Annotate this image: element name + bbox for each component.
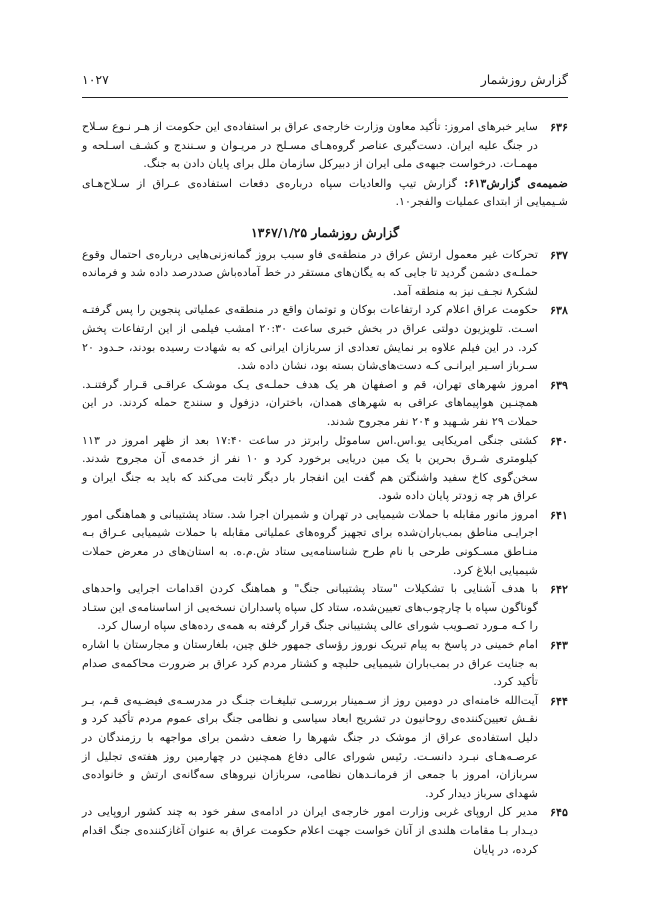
entry-text: آیت‌الله خامنه‌ای در دومین روز از سـمینار بررسـی تبلیغـات جنـگ در مدرسـه‌ی فیضـیه‌ی قـم، بـر نقـش تعیین‌کننده‌ی روحانیون در تشریح ابعاد سیاسی و نظامی جنگ برای عموم مردم تأکید کرد و دلیل استفاده‌ی عراق از موشک در جنگ شهرها را ضعف دشمن برای مواجهه با رزمندگان در عرصـه‌هـای نبـرد دانسـت. رئیس شورای عالی دفاع همچنین در چهارمین روز هفته‌ی تجلیل از سربازان، امروز با جمعی از فرمانـدهان نظامی، سربازان نیروهای سه‌گانه‌ی ارتش و خانواده‌ی شهدای سرباز دیدار کرد. (82, 693, 538, 800)
running-header (82, 72, 568, 92)
entry-text: حکومت عراق اعلام کرد ارتفاعات بوکان و توتمان واقع در منطقه‌ی عملیاتی پنجوین را پس گرفتـه اسـت. تلویزیون دولتی عراق در بخش خبری ساعت ۲۰:۳۰ امشب فیلمی از این ارتفاعات پخش کرد. در این فیلم علاوه بر نمایش تعدادی از سربازان ایرانی که به شهادت رسیده بودند، حـدود ۲۰ سـرباز اسـیر ایرانـی کـه دست‌های‌شان بسته بود، نشان داده شد. (82, 303, 539, 373)
entry-text: امروز شهرهای تهران، قم و اصفهان هر یک هدف حملـه‌ی یـک موشـک عراقـی قـرار گرفتنـد. همچنـین هواپیماهای عراقی به شهرهای همدان، باختران، دزفول و سنندج حمله کردند. در این حملات ۲۹ نفر شـهید و ۲۰۴ نفر مجروح شدند. (82, 377, 538, 428)
entry-text: کشتی جنگی امریکایی یو.اس.اس ساموئل رابرتز در ساعت ۱۷:۴۰ بعد از ظهر امروز در ۱۱۳ کیلومتری شـرق بحرین با یک مین دریایی برخورد کرد و ۱۰ نفر از خدمه‌ی آن مجروح شدند. سخن‌گوی کاخ سفید واشنگتن هم گفت این انفجار بار دیگر ثابت می‌کند که باید به جنگ ایران و عراق هر چه زودتر پایان داده شود. (82, 433, 538, 503)
running-title: گزارش روزشمار (480, 72, 568, 87)
entry-text: تحرکات غیر معمول ارتش عراق در منطقه‌ی فاو سبب بروز گمانه‌زنی‌هایی درباره‌ی احتمال وقوع حملـه‌ی دشمن گردید تا جایی که به یگان‌های مستقر در خط آماده‌باش صددرصد داده شد و فرمانده لشکر۸ نجـف نیز به منطقه آمد. (82, 247, 538, 298)
section-title: گزارش روزشمار ۱۳۶۷/۱/۲۵ (250, 224, 400, 240)
entry-item (82, 506, 568, 580)
entry-number: ۶۳۸ (549, 303, 568, 318)
entry-number: ۶۴۰ (549, 433, 568, 448)
entry-number: ۶۳۷ (549, 247, 568, 262)
appendix-text: گزارش تیپ والعادیات سپاه درباره‌ی دفعات استفاده‌ی عـراق از سـلاح‌هـای شـیمیایی از ابتدای عملیات والفجر۱۰. (82, 176, 568, 209)
entry-number: ۶۴۳ (549, 638, 568, 653)
entry-number: ۶۴۵ (549, 805, 568, 820)
entry-item (82, 636, 568, 692)
entry-item (82, 376, 568, 432)
entry-number: ۶۴۴ (549, 693, 568, 708)
entry-item (82, 803, 568, 859)
entry-item (82, 692, 568, 804)
entry-text: امام خمینی در پاسخ به پیام تبریک نوروز رؤسای جمهور خلق چین، بلغارستان و مجارستان با اشاره به جنایت عراق در بمب‌باران شیمیایی حلبچه و کشتار مردم کرد عراق بر ضرورت محاکمه‌ی صدام تأکید کرد. (82, 638, 538, 689)
entry-item (82, 580, 568, 636)
entry-number: ۶۴۲ (549, 582, 568, 597)
entry-number: ۶۳۹ (549, 377, 568, 392)
entry-text: مدیر کل اروپای غربی وزارت امور خارجه‌ی ایران در ادامه‌ی سفر خود به چند کشور اروپایی در دیـدار بـا مقامات هلندی از آنان خواست جهت اعلام حکومت عراق به عنوان آغازکننده‌ی جنگ اقدام کرده، در پایان (82, 805, 538, 856)
page-number: ۱۰۲۷ (82, 72, 109, 87)
entry-item (82, 246, 568, 302)
entry-text: امروز مانور مقابله با حملات شیمیایی در تهران و شمیران اجرا شد. ستاد پشتیبانی و هماهنگی امور اجرایـی مناطق بمب‌باران‌شده برای تجهیز گروه‌های عملیاتی مقابله با حملات شیمیایی عـراق بـه منـاطق مسـکونی طرحی با نام طرح شناسنامه‌یی ستاد ش.م.ه. به استان‌های در معرض حملات شیمیایی ابلاغ کرد. (82, 507, 538, 577)
header-rule (82, 97, 568, 98)
appendix-note (82, 174, 568, 212)
entry-item (82, 301, 568, 375)
entry-text: سایر خبرهای امروز: تأکید معاون وزارت خارجه‌ی عراق بر استفاده‌ی این حکومت از هـر نـوع سـلاح در جنگ علیه ایران. دست‌گیری عناصر گروه‌هـای مسـلح در مریـوان و سـنندج و کشـف اسـلحه و مهمـات. درخواست جبهه‌ی ملی ایران از دبیرکل سازمان ملل برای پایان دادن به جنگ. (82, 120, 538, 171)
entry-item (82, 118, 568, 174)
entry-text: با هدف آشنایی با تشکیلات "ستاد پشتیبانی جنگ" و هماهنگ کردن اقدامات اجرایی واحدهای گوناگون سپاه با چارچوب‌های تعیین‌شده، ستاد کل سپاه پاسداران نسخه‌یی از اساسنامه‌ی این ستـاد را کـه مـورد تصـویب شورای عالی پشتیبانی جنگ قرار گرفته به همه‌ی رده‌های سپاه ارسال کرد. (82, 582, 538, 633)
entry-item (82, 432, 568, 506)
page-body (82, 118, 568, 859)
entry-number: ۶۳۶ (549, 120, 568, 134)
appendix-label: ضمیمه‌ی گزارش۶۱۳: (464, 175, 568, 190)
entry-number: ۶۴۱ (549, 507, 568, 522)
